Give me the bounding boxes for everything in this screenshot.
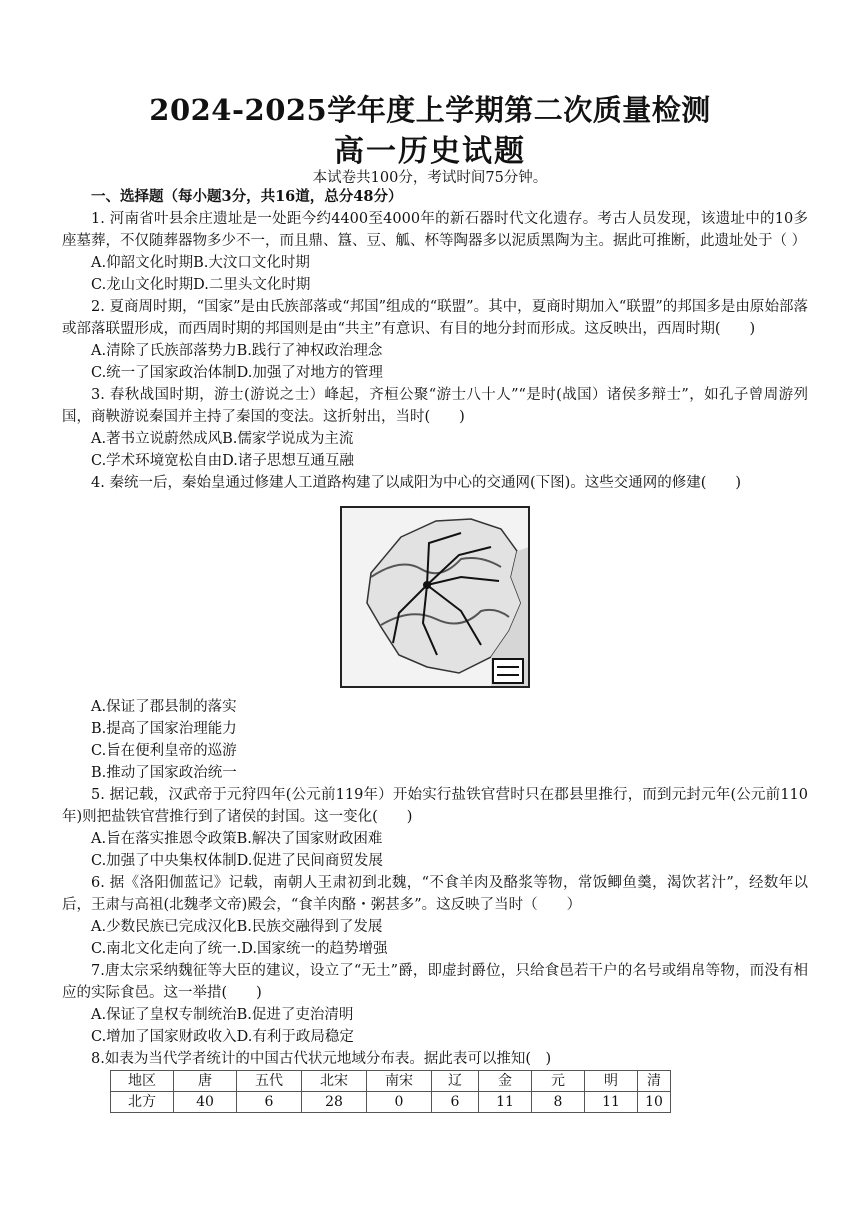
exam-title: 2024-2025学年度上学期第二次质量检测 — [149, 93, 711, 127]
question-5-stem: 5. 据记载，汉武帝于元狩四年(公元前119年）开始实行盐铁官营时只在郡县里推行，而到元封元年(公元前110年)则把盐铁官营推行到了诸侯的封国。这一变化( ) — [62, 787, 808, 825]
question-3-option: C.学术环境宽松自由D.诸子思想互通互融 — [91, 453, 354, 469]
table-header-cell: 唐 — [174, 1071, 237, 1092]
exam-subject-title: 高一历史试题 — [334, 134, 526, 169]
table-cell: 11 — [585, 1092, 638, 1113]
table-header-cell: 辽 — [432, 1071, 479, 1092]
question-7-stem: 7.唐太宗采纳魏征等大臣的建议，设立了“无土”爵，即虚封爵位，只给食邑若干户的名号或绢帛等物，而没有相应的实际食邑。这一举措( ) — [62, 963, 808, 1001]
table-header-cell: 金 — [479, 1071, 532, 1092]
table-cell: 10 — [638, 1092, 671, 1113]
question-6-option: A.少数民族已完成汉化B.民族交融得到了发展 — [91, 919, 383, 935]
table-cell: 6 — [237, 1092, 302, 1113]
table-cell: 8 — [532, 1092, 585, 1113]
table-header-cell: 五代 — [237, 1071, 302, 1092]
question-4-option: B.提高了国家治理能力 — [91, 721, 237, 737]
table-header-cell: 北宋 — [302, 1071, 367, 1092]
table-header-row — [111, 1071, 671, 1092]
question-3-stem: 3. 春秋战国时期，游士(游说之士）峰起，齐桓公聚“游士八十人”“是时(战国）诸侯多辩士”，如孔子曾周游列国，商鞅游说秦国并主持了秦国的变法。这折射出，当时( ) — [62, 387, 808, 425]
question-2-option: A.清除了氏族部落势力B.践行了神权政治理念 — [91, 343, 383, 359]
table-row — [111, 1092, 671, 1113]
question-6-option: C.南北文化走向了统一.D.国家统一的趋势增强 — [91, 941, 388, 957]
capital-marker — [423, 581, 431, 589]
table-cell: 6 — [432, 1092, 479, 1113]
table-header-cell: 元 — [532, 1071, 585, 1092]
question-3-option: A.著书立说蔚然成风B.儒家学说成为主流 — [91, 431, 354, 447]
question-7-option: A.保证了皇权专制统治B.促进了吏治清明 — [91, 1007, 354, 1023]
table-cell: 北方 — [111, 1092, 174, 1113]
question-4-stem: 4. 秦统一后，秦始皇通过修建人工道路构建了以咸阳为中心的交通网(下图)。这些交通网的修建( ) — [91, 475, 742, 491]
question-5-option: C.加强了中央集权体制D.促进了民间商贸发展 — [91, 853, 383, 869]
question-2-stem: 2. 夏商周时期，“国家”是由氏族部落或“邦国”组成的“联盟”。其中，夏商时期加入“联盟”的邦国多是由原始部落或部落联盟形成，而西周时期的邦国则是由“共主”有意识、有目的地分封而形成。这反映出，西周时期( ) — [62, 299, 808, 337]
table-cell: 11 — [479, 1092, 532, 1113]
table-header-cell: 地区 — [111, 1071, 174, 1092]
zhuangyuan-distribution-table — [110, 1070, 671, 1113]
table-cell: 0 — [367, 1092, 432, 1113]
qin-road-network-map — [340, 506, 530, 688]
question-4-option: B.推动了国家政治统一 — [91, 765, 237, 781]
question-8-stem: 8.如表为当代学者统计的中国古代状元地域分布表。据此表可以推知( ) — [91, 1051, 552, 1067]
question-1-option: C.龙山文化时期D.二里头文化时期 — [91, 277, 311, 293]
question-4-option: A.保证了郡县制的落实 — [91, 699, 237, 715]
table-cell: 28 — [302, 1092, 367, 1113]
question-7-option: C.增加了国家财政收入D.有利于政局稳定 — [91, 1029, 354, 1045]
section-heading: 一、选择题（每小题3分，共16道，总分48分） — [91, 188, 403, 205]
legend-box — [493, 659, 523, 683]
question-1-stem: 1. 河南省叶县余庄遗址是一处距今约4400至4000年的新石器时代文化遗存。考古人员发现，该遗址中的10多座墓葬，不仅随葬器物多少不一，而且鼎、簋、豆、觚、杯等陶器多以泥质黑陶为主。据此可推断，此遗址处于（ ） — [62, 211, 808, 249]
exam-info: 本试卷共100分，考试时间75分钟。 — [312, 170, 548, 186]
table-header-cell: 南宋 — [367, 1071, 432, 1092]
question-5-option: A.旨在落实推恩令政策B.解决了国家财政困难 — [91, 831, 383, 847]
table-header-cell: 清 — [638, 1071, 671, 1092]
question-2-option: C.统一了国家政治体制D.加强了对地方的管理 — [91, 365, 383, 381]
question-1-option: A.仰韶文化时期B.大汶口文化时期 — [91, 255, 310, 271]
map-figure — [62, 506, 808, 688]
table-header-cell: 明 — [585, 1071, 638, 1092]
table-cell: 40 — [174, 1092, 237, 1113]
question-4-option: C.旨在便利皇帝的巡游 — [91, 743, 237, 759]
question-6-stem: 6. 据《洛阳伽蓝记》记载，南朝人王肃初到北魏，“不食羊肉及酪浆等物，常饭鲫鱼羹，渴饮茗汁”，经数年以后，王肃与高祖(北魏孝文帝)殿会，“食羊肉酪・粥甚多”。这反映了当时（ ） — [62, 875, 808, 913]
exam-content — [62, 186, 808, 1113]
